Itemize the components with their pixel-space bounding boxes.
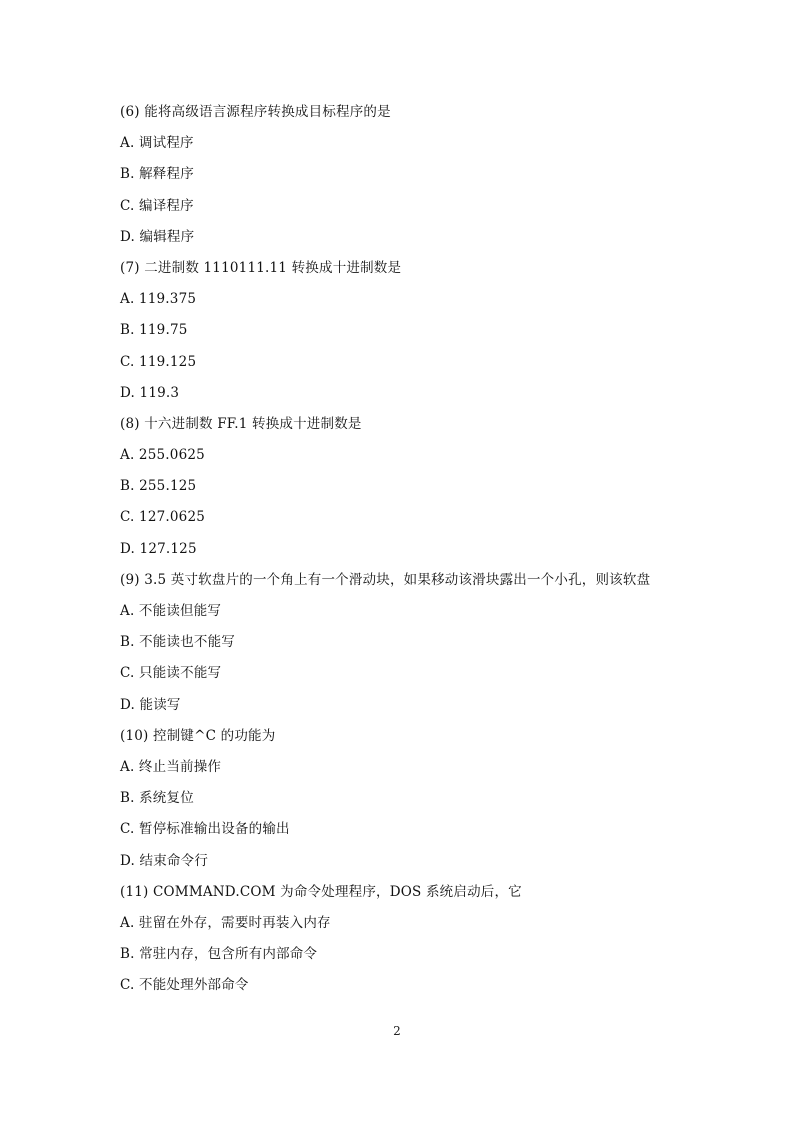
- question-10-option-b: B. 系统复位: [120, 790, 194, 807]
- question-10-option-a: A. 终止当前操作: [120, 758, 222, 775]
- question-6-option-d: D. 编辑程序: [120, 228, 195, 245]
- question-8-option-a: A. 255.0625: [120, 447, 205, 464]
- question-9-stem: (9) 3.5 英寸软盘片的一个角上有一个滑动块，如果移动该滑块露出一个小孔，则该软盘: [120, 571, 651, 588]
- question-8-option-b: B. 255.125: [120, 478, 197, 495]
- question-8-option-c: C. 127.0625: [120, 509, 206, 526]
- question-7-option-b: B. 119.75: [120, 322, 188, 339]
- question-10-option-d: D. 结束命令行: [120, 852, 209, 869]
- question-8-option-d: D. 127.125: [120, 540, 197, 557]
- question-8-stem: (8) 十六进制数 FF.1 转换成十进制数是: [120, 415, 362, 432]
- question-9-option-c: C. 只能读不能写: [120, 665, 222, 682]
- question-9-option-b: B. 不能读也不能写: [120, 634, 236, 651]
- question-9-option-a: A. 不能读但能写: [120, 603, 222, 619]
- page-number: 2: [393, 1024, 401, 1038]
- question-10-option-c: C. 暂停标准输出设备的输出: [120, 821, 290, 838]
- question-7-stem: (7) 二进制数 1110111.11 转换成十进制数是: [120, 259, 402, 276]
- question-11-option-c: C. 不能处理外部命令: [120, 977, 249, 994]
- question-10-stem: (10) 控制键^C 的功能为: [120, 727, 276, 744]
- question-7-option-d: D. 119.3: [120, 384, 180, 401]
- question-7-option-a: A. 119.375: [120, 291, 197, 308]
- question-11-stem: (11) COMMAND.COM 为命令处理程序，DOS 系统启动后，它: [120, 883, 522, 900]
- question-6-option-b: B. 解释程序: [120, 166, 194, 183]
- question-11-option-a: A. 驻留在外存，需要时再装入内存: [120, 914, 331, 931]
- question-9-option-d: D. 能读写: [120, 696, 181, 713]
- question-6-option-c: C. 编译程序: [120, 197, 194, 214]
- question-7-option-c: C. 119.125: [120, 353, 197, 370]
- question-list: [120, 101, 680, 1005]
- question-11-option-b: B. 常驻内存，包含所有内部命令: [120, 946, 318, 963]
- question-6-option-a: A. 调试程序: [120, 135, 194, 152]
- question-6-stem: (6) 能将高级语言源程序转换成目标程序的是: [120, 104, 391, 120]
